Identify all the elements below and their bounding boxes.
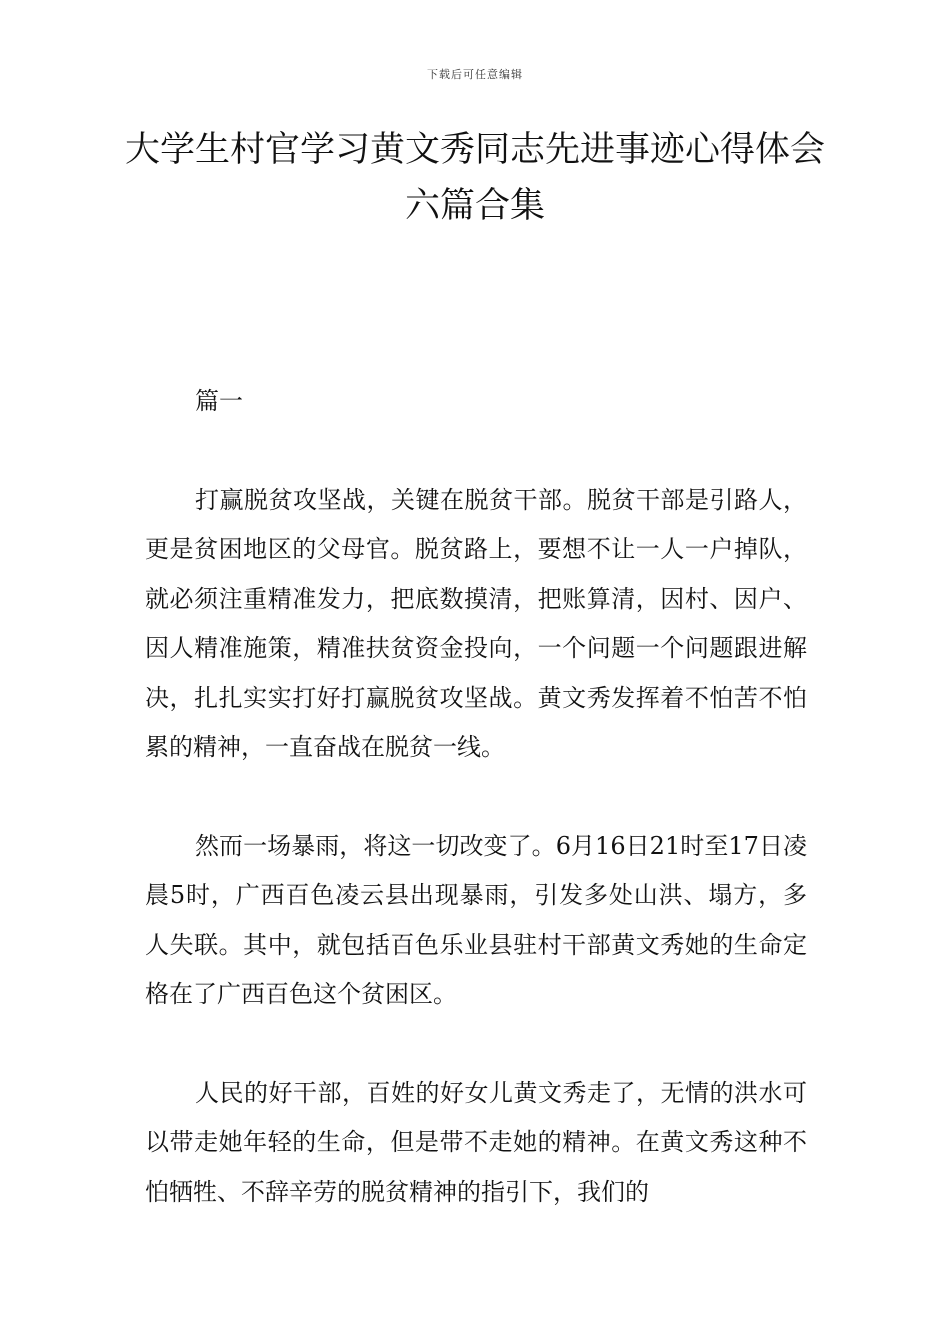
spacer	[145, 1020, 807, 1069]
spacer	[145, 427, 807, 476]
paragraph-3: 人民的好干部，百姓的好女儿黄文秀走了，无情的洪水可以带走她年轻的生命，但是带不走她的精神。在黄文秀这种不怕牺牲、不辞辛劳的脱贫精神的指引下，我们的	[145, 1078, 807, 1206]
spacer	[145, 773, 807, 822]
section-heading: 篇一	[195, 387, 243, 415]
paragraph-2: 然而一场暴雨，将这一切改变了。6月16日21时至17日凌晨5时，广西百色凌云县出现暴雨，引发多处山洪、塌方，多人失联。其中，就包括百色乐业县驻村干部黄文秀她的生命定格在了广西百色这个贫困区。	[145, 831, 807, 1008]
document-body	[145, 377, 807, 1217]
document-title: 大学生村官学习黄文秀同志先进事迹心得体会六篇合集	[124, 130, 825, 226]
paragraph-1: 打赢脱贫攻坚战，关键在脱贫干部。脱贫干部是引路人，更是贫困地区的父母官。脱贫路上，要想不让一人一户掉队，就必须注重精准发力，把底数摸清，把账算清，因村、因户、因人精准施策，精准扶贫资金投向，一个问题一个问题跟进解决，扎扎实实打好打赢脱贫攻坚战。黄文秀发挥着不怕苦不怕累的精神，一直奋战在脱贫一线。	[145, 485, 807, 761]
header-note: 下载后可任意编辑	[427, 68, 523, 81]
